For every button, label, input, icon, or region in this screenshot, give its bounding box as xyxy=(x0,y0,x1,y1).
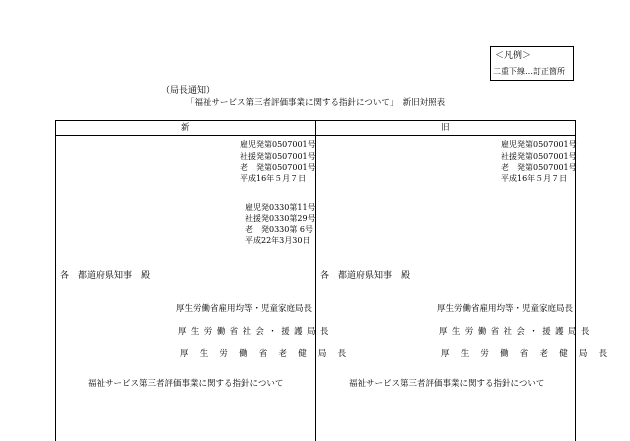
new-addressee: 各 都道府県知事 殿 xyxy=(60,271,151,281)
new-sender-1: 厚生労働省雇用均等・児童家庭局長 xyxy=(176,304,313,314)
new-doc-date2: 平成22年3月30日 xyxy=(245,236,311,245)
old-sender-2: 厚生労働省社会・援護局長 xyxy=(439,327,594,337)
column-header-old: 旧 xyxy=(441,123,450,133)
new-sender-2: 厚生労働省社会・援護局長 xyxy=(178,327,333,337)
new-doc-number2-1: 雇児発0330第11号 xyxy=(245,203,316,212)
old-doc-date: 平成16年５月７日 xyxy=(501,174,568,183)
old-addressee: 各 都道府県知事 殿 xyxy=(320,271,411,281)
notice-type: （局長通知） xyxy=(161,86,216,96)
legend-description: 二重下線…訂正箇所 xyxy=(493,67,565,76)
new-subject: 福祉サービス第三者評価事業に関する指針について xyxy=(88,379,284,389)
old-subject: 福祉サービス第三者評価事業に関する指針について xyxy=(349,379,545,389)
new-doc-date: 平成16年５月７日 xyxy=(240,174,307,183)
legend-title: ＜凡例＞ xyxy=(495,51,532,61)
column-header-new: 新 xyxy=(181,123,190,133)
new-sender-3: 厚生労働省老健局長 xyxy=(180,349,358,359)
new-doc-number2-2: 社援発0330第29号 xyxy=(245,214,316,223)
old-doc-number-2: 社援発第0507001号 xyxy=(501,152,577,161)
page-title: 「福祉サービス第三者評価事業に関する指針について」 新旧対照表 xyxy=(186,98,446,108)
new-doc-number-2: 社援発第0507001号 xyxy=(240,152,316,161)
legend-box xyxy=(490,46,574,81)
new-doc-number-3: 老 発第0507001号 xyxy=(240,163,316,172)
old-doc-number-3: 老 発第0507001号 xyxy=(501,163,577,172)
table-left-border xyxy=(55,120,56,441)
old-sender-3: 厚生労働省老健局長 xyxy=(441,349,619,359)
new-doc-number-1: 雇児発第0507001号 xyxy=(240,140,316,149)
old-sender-1: 厚生労働省雇用均等・児童家庭局長 xyxy=(437,304,574,314)
new-doc-number2-3: 老 発0330第 6号 xyxy=(245,225,313,234)
old-doc-number-1: 雇児発第0507001号 xyxy=(501,140,577,149)
